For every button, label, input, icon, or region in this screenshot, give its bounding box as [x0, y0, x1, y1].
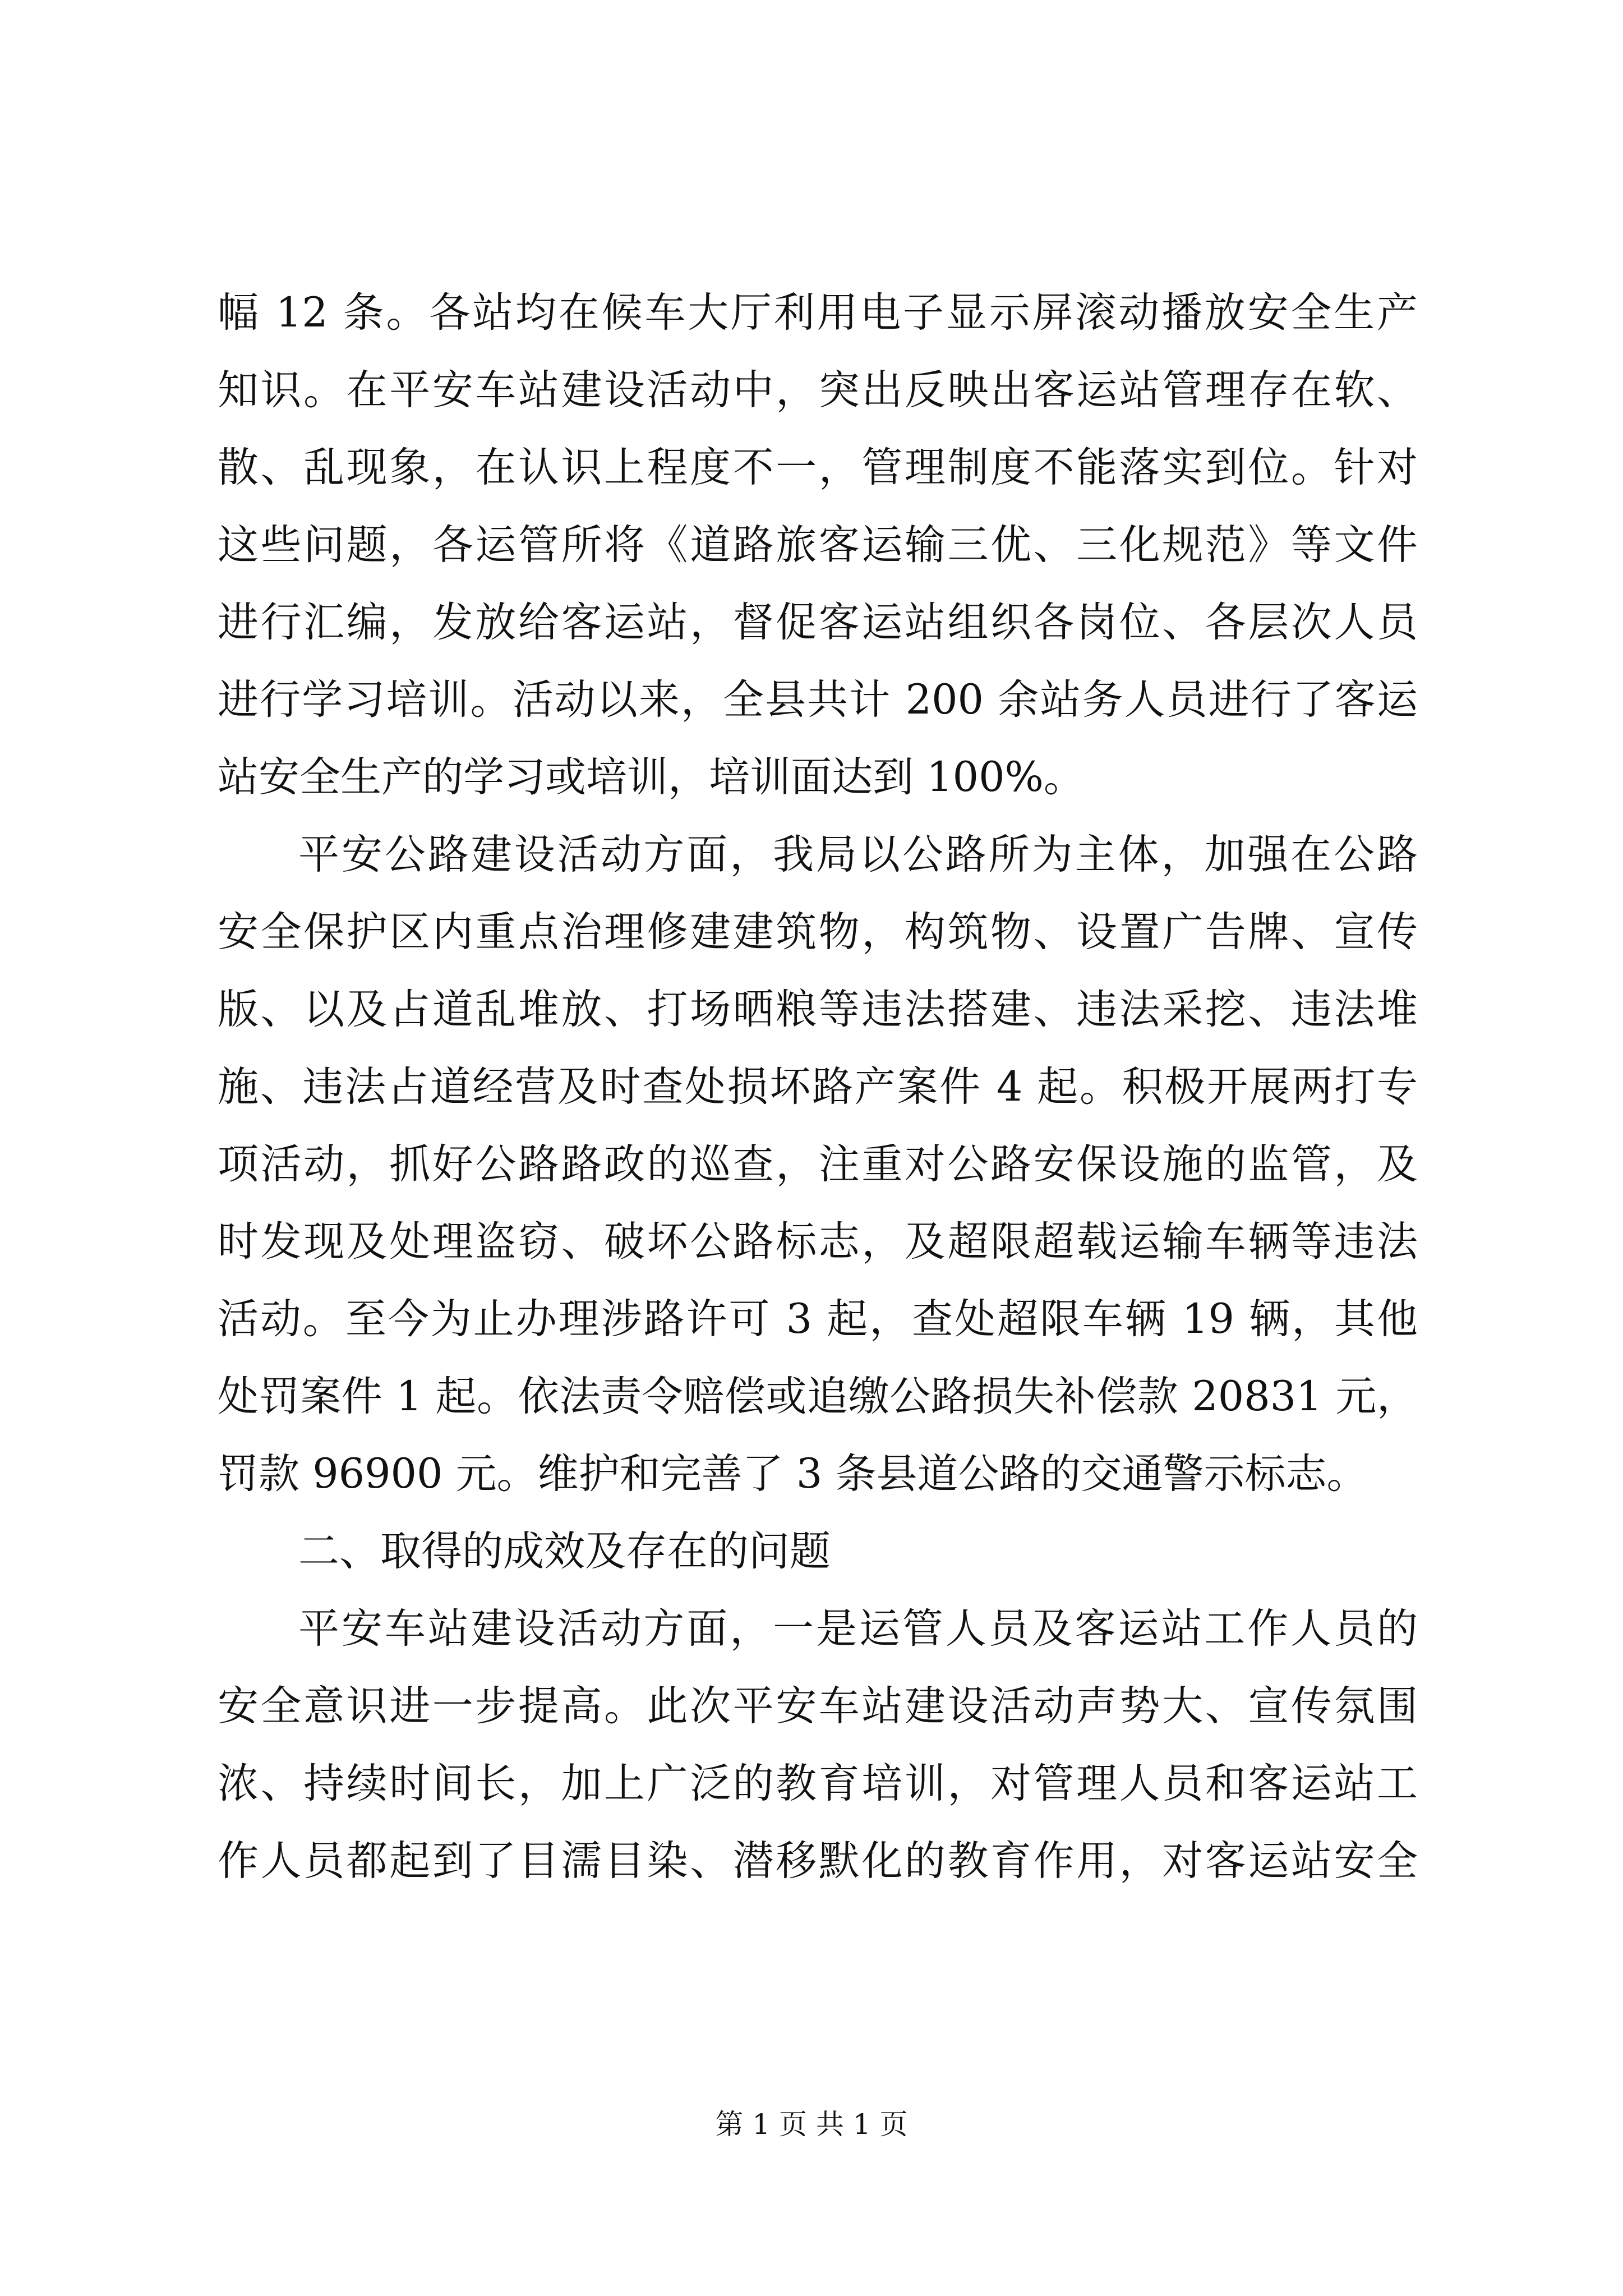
text-line: 活动。至今为止办理涉路许可 3 起，查处超限车辆 19 辆，其他 — [218, 1295, 1418, 1343]
text-line: 进行汇编，发放给客运站，督促客运站组织各岗位、各层次人员 — [218, 599, 1418, 646]
text-line: 知识。在平安车站建设活动中，突出反映出客运站管理存在软、 — [218, 366, 1418, 414]
text-line: 施、违法占道经营及时查处损坏路产案件 4 起。积极开展两打专 — [218, 1063, 1418, 1111]
text-line: 这些问题，各运管所将《道路旅客运输三优、三化规范》等文件 — [218, 521, 1418, 569]
text-line: 安全意识进一步提高。此次平安车站建设活动声势大、宣传氛围 — [218, 1682, 1418, 1730]
text-line: 处罚案件 1 起。依法责令赔偿或追缴公路损失补偿款 20831 元， — [218, 1373, 1418, 1420]
text-line: 幅 12 条。各站均在候车大厅利用电子显示屏滚动播放安全生产 — [218, 289, 1418, 337]
text-line: 浓、持续时间长，加上广泛的教育培训，对管理人员和客运站工 — [218, 1760, 1418, 1807]
text-line: 散、乱现象，在认识上程度不一，管理制度不能落实到位。针对 — [218, 444, 1418, 491]
text-line: 进行学习培训。活动以来，全县共计 200 余站务人员进行了客运 — [218, 676, 1418, 724]
paragraph-first-line: 平安公路建设活动方面，我局以公路所为主体，加强在公路 — [298, 831, 1418, 878]
text-line: 时发现及处理盗窃、破坏公路标志，及超限超载运输车辆等违法 — [218, 1218, 1418, 1266]
paragraph-first-line: 平安车站建设活动方面，一是运管人员及客运站工作人员的 — [298, 1605, 1418, 1653]
text-line: 站安全生产的学习或培训，培训面达到 100%。 — [218, 753, 1085, 801]
text-line: 安全保护区内重点治理修建建筑物，构筑物、设置广告牌、宣传 — [218, 908, 1418, 956]
section-heading: 二、取得的成效及存在的问题 — [298, 1527, 831, 1575]
text-line: 项活动，抓好公路路政的巡查，注重对公路安保设施的监管，及 — [218, 1140, 1418, 1188]
text-line: 罚款 96900 元。维护和完善了 3 条县道公路的交通警示标志。 — [218, 1450, 1368, 1498]
page-footer: 第 1 页 共 1 页 — [715, 2108, 908, 2141]
text-line: 作人员都起到了目濡目染、潜移默化的教育作用，对客运站安全 — [218, 1837, 1418, 1885]
text-line: 版、以及占道乱堆放、打场晒粮等违法搭建、违法采挖、违法堆 — [218, 986, 1418, 1033]
